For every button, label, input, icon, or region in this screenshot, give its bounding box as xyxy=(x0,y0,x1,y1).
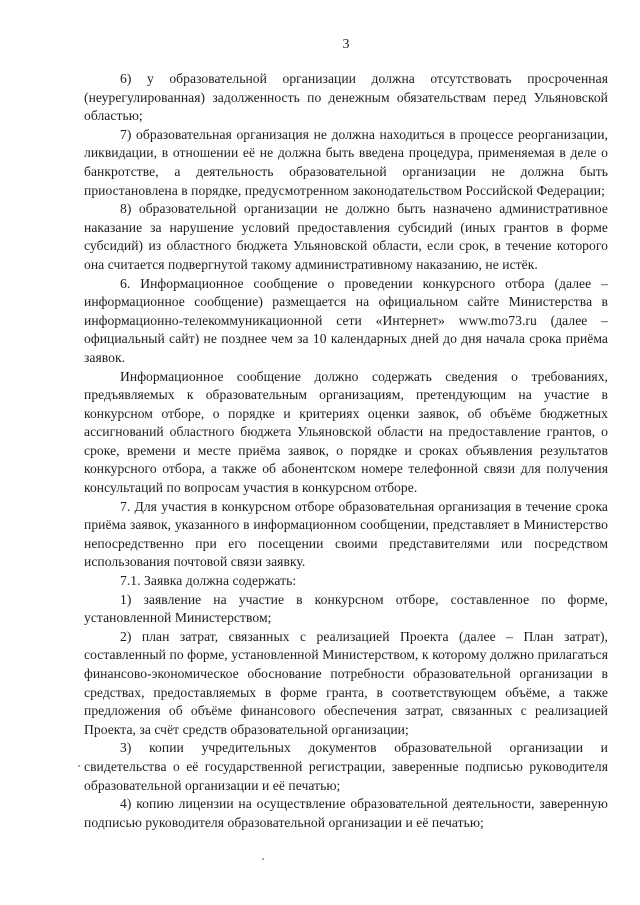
paragraph-application-4: 4) копию лицензии на осуществление образовательной деятельности, заверенную подписью руководителя образовательной организации и её печатью; xyxy=(84,796,608,830)
document-page xyxy=(84,36,608,832)
scan-speck xyxy=(262,858,264,860)
page-number: 3 xyxy=(342,37,350,52)
paragraph-application-1: 1) заявление на участие в конкурсном отборе, составленное по форме, установленной Министерством; xyxy=(84,591,608,626)
paragraph-info-content: Информационное сообщение должно содержать сведения о требованиях, предъявляемых к образовательным организациям, претендующим на участие в конкурсном отборе, о порядке и критериях оценки заявок, об объёме бюджетных ассигнований областного бюджета Ульяновской области на предоставление грантов, о сроке, времени и месте приёма заявок, о порядке и сроках объявления результатов конкурсного отбора, а также об абонентском номере телефонной связи для получения консультаций по вопросам участия в конкурсном отборе. xyxy=(84,368,608,496)
paragraph-application-3: 3) копии учредительных документов образовательной организации и свидетельства о её государственной регистрации, заверенные подписью руководителя образовательной организации и её печатью; xyxy=(84,740,608,793)
paragraph-section-6: 6. Информационное сообщение о проведении конкурсного отбора (далее – информационное сообщение) размещается на официальном сайте Министерства в информационно-телекоммуникационной сети «Интернет» www.mo73.ru (далее – официальный сайт) не позднее чем за 10 календарных дней до дня начала срока приёма заявок. xyxy=(84,275,608,365)
paragraph-section-7-1: 7.1. Заявка должна содержать: xyxy=(120,573,297,589)
paragraph-application-2: 2) план затрат, связанных с реализацией Проекта (далее – План затрат), составленный по форме, установленной Министерством, к которому должно прилагаться финансово-экономическое обоснование потребности образовательной организации в средствах, предоставляемых в форме гранта, в соответствующем объёме, а также предложения об объёме финансового обеспечения затрат, связанных с реализацией Проекта, за счёт средств образовательной организации; xyxy=(84,628,608,737)
paragraph-item-8: 8) образовательной организации не должно быть назначено административное наказание за нарушение условий предоставления субсидий (иных грантов в форме субсидий) из областного бюджета Ульяновской области, если срок, в течение которого она считается подвергнутой такому административному наказанию, не истёк. xyxy=(84,201,608,272)
paragraph-item-6: 6) у образовательной организации должна отсутствовать просроченная (неурегулированная) задолженность по денежным обязательствам перед Ульяновской областью; xyxy=(84,71,608,124)
paragraph-section-7: 7. Для участия в конкурсном отборе образовательная организация в течение срока приёма заявок, указанного в информационном сообщении, представляет в Министерство непосредственно при его посещении своими представителями или посредством использования почтовой связи заявку. xyxy=(84,498,608,570)
scan-speck xyxy=(78,765,80,767)
paragraph-item-7: 7) образовательная организация не должна находиться в процессе реорганизации, ликвидации, в отношении её не должна быть введена процедура, применяемая в деле о банкротстве, а деятельность образовательной организации не должна быть приостановлена в порядке, предусмотренном законодательством Российской Федерации; xyxy=(84,126,608,198)
